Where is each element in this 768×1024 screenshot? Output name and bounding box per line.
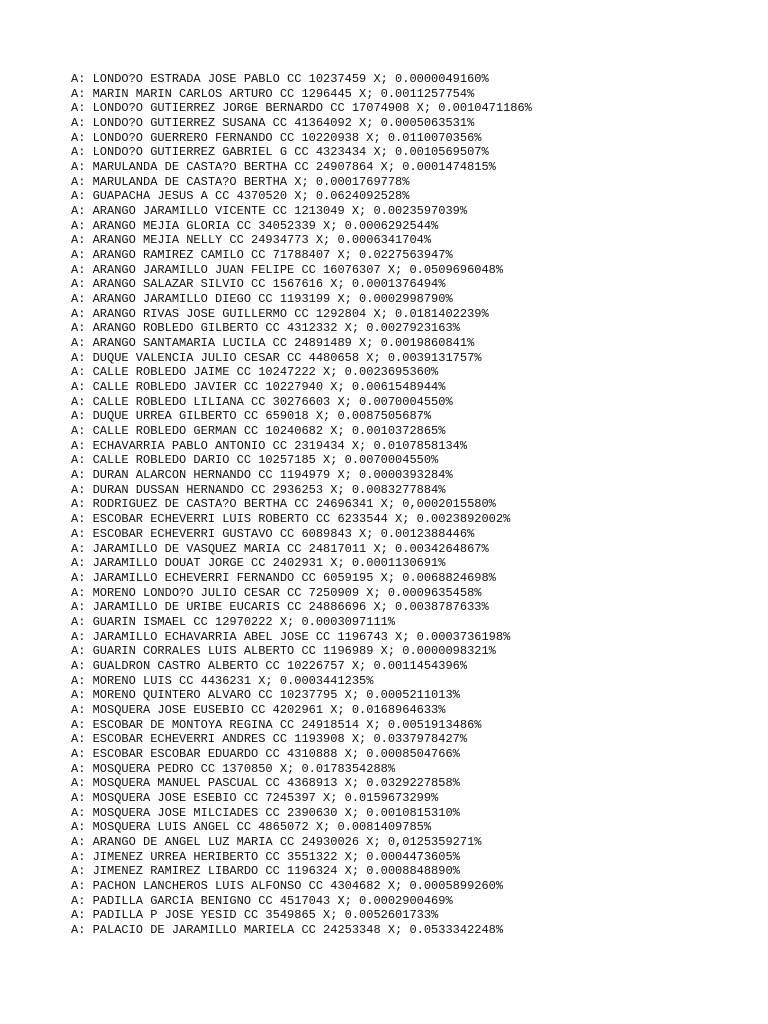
shareholder-line: A: MORENO QUINTERO ALVARO CC 10237795 X; 0.0005211013%: [71, 688, 460, 703]
shareholder-line: A: ARANGO RAMIREZ CAMILO CC 71788407 X; 0.0227563947%: [71, 248, 453, 263]
shareholder-line: A: ARANGO DE ANGEL LUZ MARIA CC 24930026 X; 0,0125359271%: [71, 834, 482, 849]
shareholder-line: A: ARANGO RIVAS JOSE GUILLERMO CC 1292804 X; 0.0181402239%: [71, 306, 489, 321]
shareholder-line: A: MARULANDA DE CASTA?O BERTHA X; 0.0001769778%: [71, 174, 410, 189]
shareholder-line: A: DUQUE VALENCIA JULIO CESAR CC 4480658 X; 0.0039131757%: [71, 350, 482, 365]
shareholder-line: A: MOSQUERA LUIS ANGEL CC 4865072 X; 0.0081409785%: [71, 820, 432, 835]
shareholder-line: A: JARAMILLO DE URIBE EUCARIS CC 24886696 X; 0.0038787633%: [71, 600, 489, 615]
shareholder-line: A: ESCOBAR ESCOBAR EDUARDO CC 4310888 X; 0.0008504766%: [71, 746, 460, 761]
shareholder-line: A: CALLE ROBLEDO LILIANA CC 30276603 X; 0.0070004550%: [71, 394, 453, 409]
shareholder-line: A: JARAMILLO DOUAT JORGE CC 2402931 X; 0.0001130691%: [71, 556, 446, 571]
shareholder-line: A: MOSQUERA MANUEL PASCUAL CC 4368913 X; 0.0329227858%: [71, 776, 460, 791]
shareholder-line: A: JARAMILLO ECHAVARRIA ABEL JOSE CC 1196743 X; 0.0003736198%: [71, 629, 511, 644]
shareholder-line: A: JARAMILLO ECHEVERRI FERNANDO CC 6059195 X; 0.0068824698%: [71, 570, 496, 585]
shareholder-line: A: MARIN MARIN CARLOS ARTURO CC 1296445 X; 0.0011257754%: [71, 86, 475, 101]
shareholder-line: A: PACHON LANCHEROS LUIS ALFONSO CC 4304682 X; 0.0005899260%: [71, 878, 504, 893]
shareholder-line: A: MORENO LUIS CC 4436231 X; 0.0003441235%: [71, 673, 374, 688]
shareholder-line: A: MORENO LONDO?O JULIO CESAR CC 7250909 X; 0.0009635458%: [71, 585, 482, 600]
shareholder-line: A: MOSQUERA JOSE ESEBIO CC 7245397 X; 0.0159673299%: [71, 790, 439, 805]
shareholder-line: A: ESCOBAR ECHEVERRI LUIS ROBERTO CC 6233544 X; 0.0023892002%: [71, 512, 511, 527]
shareholder-line: A: LONDO?O GUERRERO FERNANDO CC 10220938 X; 0.0110070356%: [71, 130, 482, 145]
shareholder-line: A: ARANGO SALAZAR SILVIO CC 1567616 X; 0.0001376494%: [71, 277, 446, 292]
shareholder-line: A: ARANGO MEJIA GLORIA CC 34052339 X; 0.0006292544%: [71, 218, 439, 233]
shareholder-line: A: CALLE ROBLEDO JAIME CC 10247222 X; 0.0023695360%: [71, 365, 439, 380]
shareholder-line: A: ARANGO MEJIA NELLY CC 24934773 X; 0.0006341704%: [71, 233, 432, 248]
shareholder-line: A: ARANGO ROBLEDO GILBERTO CC 4312332 X; 0.0027923163%: [71, 321, 460, 336]
shareholder-line: A: GUARIN ISMAEL CC 12970222 X; 0.0003097111%: [71, 614, 396, 629]
shareholder-line: A: ARANGO SANTAMARIA LUCILA CC 24891489 X; 0.0019860841%: [71, 336, 475, 351]
shareholder-line: A: ARANGO JARAMILLO VICENTE CC 1213049 X; 0.0023597039%: [71, 204, 468, 219]
shareholder-line: A: MOSQUERA JOSE MILCIADES CC 2390630 X; 0.0010815310%: [71, 805, 460, 820]
shareholder-line: A: GUARIN CORRALES LUIS ALBERTO CC 1196989 X; 0.0000098321%: [71, 644, 496, 659]
shareholder-line: A: LONDO?O GUTIERREZ GABRIEL G CC 4323434 X; 0.0010569507%: [71, 145, 489, 160]
shareholder-line: A: ARANGO JARAMILLO DIEGO CC 1193199 X; 0.0002998790%: [71, 292, 453, 307]
shareholder-line: A: MOSQUERA PEDRO CC 1370850 X; 0.0178354288%: [71, 761, 396, 776]
shareholder-line: A: GUAPACHA JESUS A CC 4370520 X; 0.0624092528%: [71, 189, 410, 204]
shareholder-line: A: JIMENEZ RAMIREZ LIBARDO CC 1196324 X; 0.0008848890%: [71, 864, 460, 879]
shareholder-line: A: GUALDRON CASTRO ALBERTO CC 10226757 X; 0.0011454396%: [71, 658, 468, 673]
shareholder-line: A: CALLE ROBLEDO GERMAN CC 10240682 X; 0.0010372865%: [71, 424, 446, 439]
shareholder-line: A: ESCOBAR ECHEVERRI GUSTAVO CC 6089843 X; 0.0012388446%: [71, 526, 475, 541]
shareholder-line: A: JIMENEZ URREA HERIBERTO CC 3551322 X; 0.0004473605%: [71, 849, 460, 864]
shareholder-line: A: PALACIO DE JARAMILLO MARIELA CC 24253348 X; 0.0533342248%: [71, 922, 504, 937]
shareholder-line: A: MARULANDA DE CASTA?O BERTHA CC 24907864 X; 0.0001474815%: [71, 160, 496, 175]
shareholder-line: A: ESCOBAR ECHEVERRI ANDRES CC 1193908 X; 0.0337978427%: [71, 732, 468, 747]
shareholder-line: A: MOSQUERA JOSE EUSEBIO CC 4202961 X; 0.0168964633%: [71, 702, 446, 717]
shareholder-line: A: PADILLA P JOSE YESID CC 3549865 X; 0.0052601733%: [71, 908, 439, 923]
shareholder-line: A: LONDO?O GUTIERREZ JORGE BERNARDO CC 17074908 X; 0.0010471186%: [71, 101, 532, 116]
shareholder-line: A: ECHAVARRIA PABLO ANTONIO CC 2319434 X; 0.0107858134%: [71, 438, 468, 453]
shareholder-line: A: DURAN DUSSAN HERNANDO CC 2936253 X; 0.0083277884%: [71, 482, 446, 497]
shareholder-line: A: CALLE ROBLEDO DARIO CC 10257185 X; 0.0070004550%: [71, 453, 439, 468]
shareholder-line: A: LONDO?O GUTIERREZ SUSANA CC 41364092 X; 0.0005063531%: [71, 116, 475, 131]
shareholder-list: [71, 72, 532, 938]
shareholder-line: A: RODRIGUEZ DE CASTA?O BERTHA CC 24696341 X; 0,0002015580%: [71, 497, 496, 512]
shareholder-line: A: DUQUE URREA GILBERTO CC 659018 X; 0.0087505687%: [71, 409, 432, 424]
shareholder-line: A: CALLE ROBLEDO JAVIER CC 10227940 X; 0.0061548944%: [71, 380, 446, 395]
shareholder-line: A: JARAMILLO DE VASQUEZ MARIA CC 24817011 X; 0.0034264867%: [71, 541, 489, 556]
shareholder-line: A: ESCOBAR DE MONTOYA REGINA CC 24918514 X; 0.0051913486%: [71, 717, 482, 732]
shareholder-line: A: PADILLA GARCIA BENIGNO CC 4517043 X; 0.0002900469%: [71, 893, 453, 908]
shareholder-line: A: ARANGO JARAMILLO JUAN FELIPE CC 16076307 X; 0.0509696048%: [71, 262, 504, 277]
shareholder-line: A: LONDO?O ESTRADA JOSE PABLO CC 10237459 X; 0.0000049160%: [71, 72, 489, 86]
shareholder-line: A: DURAN ALARCON HERNANDO CC 1194979 X; 0.0000393284%: [71, 468, 453, 483]
